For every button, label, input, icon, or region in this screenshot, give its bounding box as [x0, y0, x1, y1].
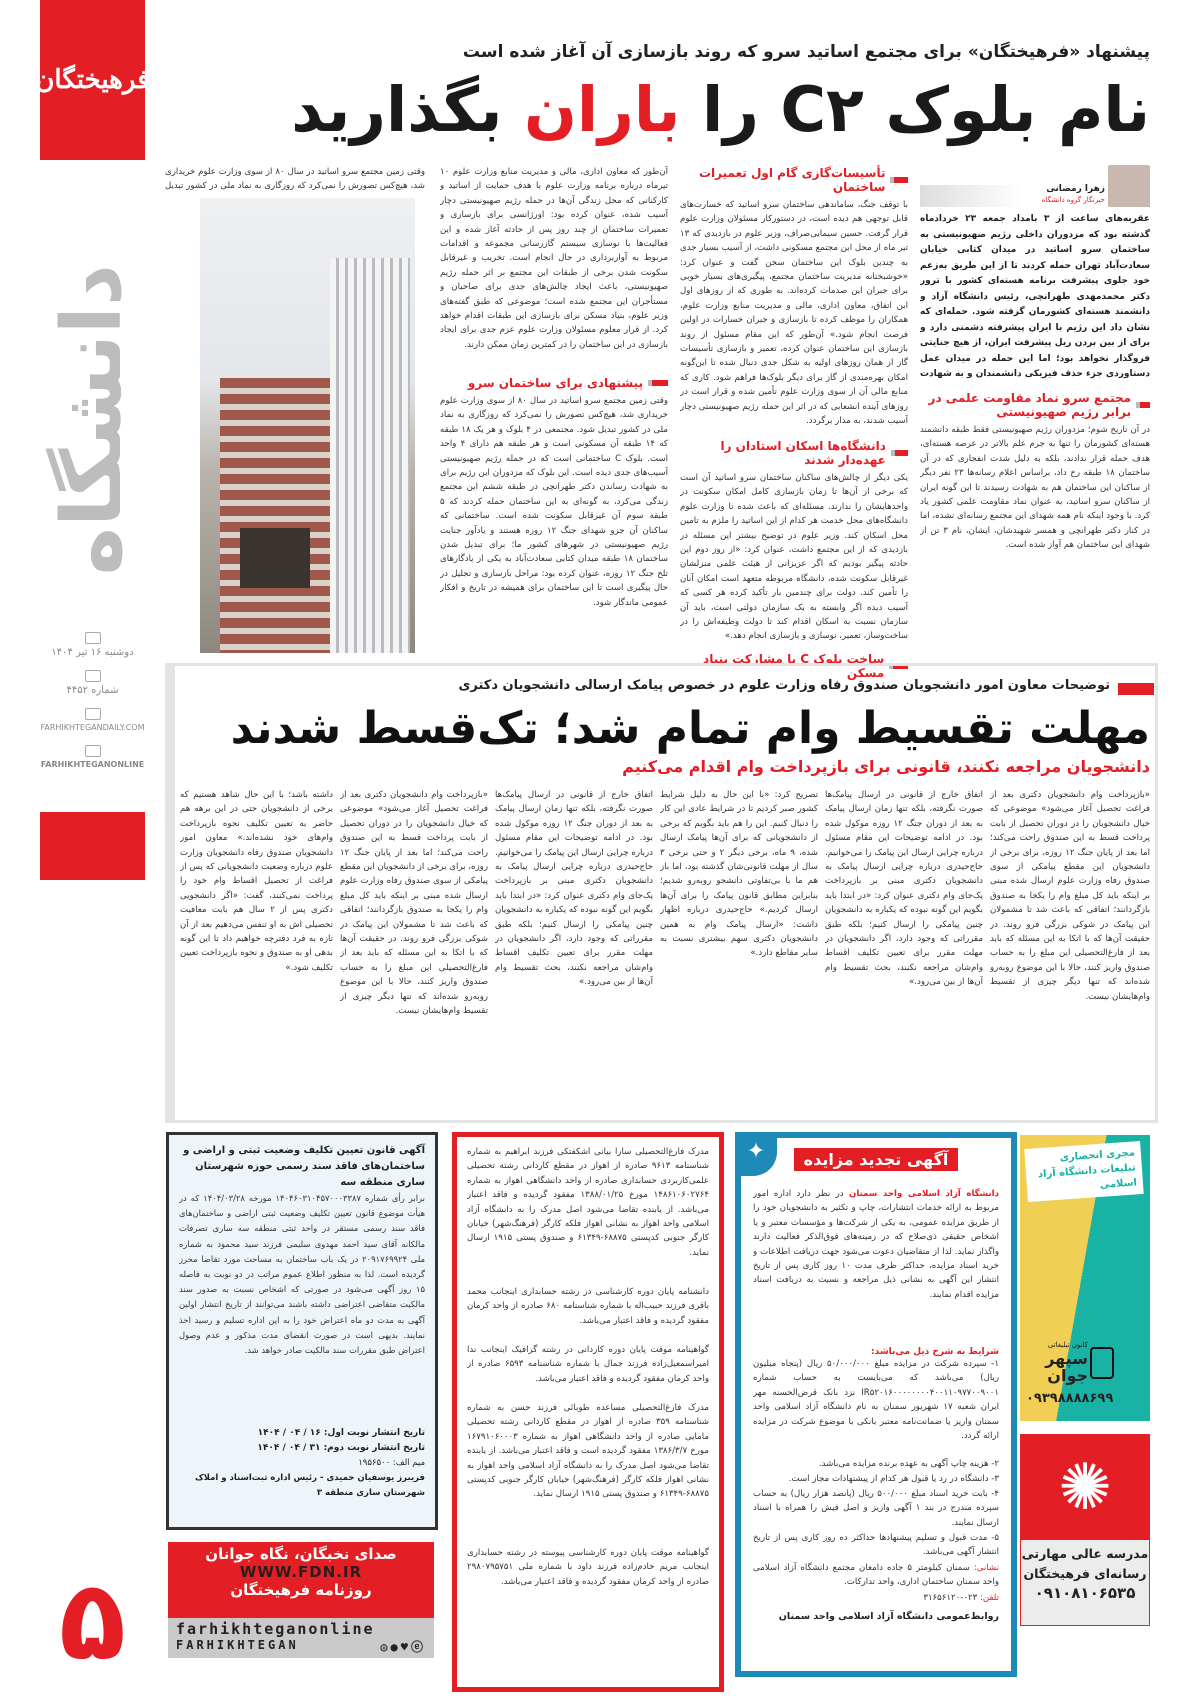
- sepehr-phone: ۰۹۳۹۸۸۸۸۶۹۹: [1026, 1391, 1114, 1406]
- masthead-logo: فرهیختگان: [40, 0, 145, 160]
- school-ad: [1020, 1434, 1150, 1626]
- article1-col4: وقتی زمین مجتمع سرو اساتید در سال ۸۰ از سوی وزارت علوم خریداری شد، هیچ‌کس تصورش را نمی‌کرد که روزگاری به نماد ملی در کشور تبدیل: [165, 167, 425, 192]
- article2-col: تصریح کرد: «با این حال به دلیل شرایط کشور صبر کردیم تا در شرایط عادی این کار را دنبال کنیم. این را هم باید بگویم که برخی از دانشجویانی که برای آن‌ها پیامک ارسال شده، ۹ ماه، برخی دیگر ۲ و حتی برخی ۳ سال از مهلت قانونی‌شان گذشته بود، اما باز هم ما با بی‌تفاوتی دانشجو روبه‌رو شدیم؛ بنابراین مطابق قانون پیامک را برای آن‌ها ارسال کردیم.» حاج‌حیدری درباره اظهار داشت: «ارسال پیامک وام به همین دانشجویان دکتری سهم بیشتری نسبت به سایر مقاطع دارد.»: [660, 790, 818, 959]
- article2-col: اتفاق خارج از قانونی در ارسال پیامک‌ها صورت نگرفته، بلکه تنها زمان ارسال پیامک به بعد از دوران جنگ ۱۲ روزه موکول شده بود. در ادامه توضیحات این مقام مسئول درباره چرایی ارسال این پیامک را می‌خوانیم. حاج‌حیدری درباره چرایی ارسال پیامک به دانشجویان دکتری مبنی بر بازپرداخت یک‌جای وام دکتری عنوان کرد: «در ابتدا باید بگویم این گونه نبوده که یکباره به دانشجویان چنین پیامکی را ارسال کنیم؛ بلکه طبق مقرراتی که وجود دارد، اگر دانشجویان در مهلت مقرر برای تعیین تکلیف اقساط وام‌شان مراجعه نکنند، بحث تقسیط وام آن‌ها از بین می‌رود.»: [495, 790, 653, 988]
- article2-title: مهلت تقسیط وام تمام شد؛ تک‌قسط شدند: [230, 703, 1150, 754]
- kicker-marker: [1118, 683, 1154, 695]
- auction-org: دانشگاه آزاد اسلامی واحد سمنان: [848, 1189, 999, 1199]
- auction-title: آگهی تجدید مزایده: [794, 1148, 959, 1171]
- auction-footer: روابط‌عمومی دانشگاه آزاد اسلامی واحد سمنان: [778, 1611, 999, 1622]
- notice-signature: فریبرز یوسفیان حمیدی - رئیس اداره ثبت‌اسناد و املاک شهرستان ساری منطقه ۳: [194, 1473, 425, 1498]
- lost-doc-notice: گواهینامه موقت پایان دوره کاردانی در رشته گرافیک اینجانب ندا امیراسمعیل‌زاده فرزند جمال با شماره شناسنامه ۶۵۹۳ صادره از واحد کرمان مفقود گردیده و فاقد اعتبار می‌باشد.: [467, 1345, 709, 1384]
- promo-social: [168, 1618, 434, 1658]
- section-heading: ساخت بلوک C با مشارکت بنیاد مسکن: [680, 652, 908, 680]
- article1-col3: [440, 165, 668, 655]
- lost-doc-notice: گواهینامه موقت پایان دوره کارشناسی پیوسته در رشته حسابداری اینجانب مریم خادم‌زاده فرزند داود با شماره ملی ۲۹۸۰۷۹۵۷۵۱ صادره از واحد کرمان مفقود گردیده و فاقد اعتبار می‌باشد.: [467, 1548, 709, 1587]
- article2-col: داشته باشد؛ با این حال شاهد هستیم که برخی از دانشجویان حتی در این برهه هم حاضر به تعیین تکلیف نحوه بازپرداخت وام‌های خود نشده‌اند.» معاون امور دانشجویان صندوق رفاه دانشجویان وزارت علوم درباره وضعیت دانشجویانی که پس از فراغت از تحصیل اقساط وام خود را پرداخت نمی‌کنند، گفت: «اگر دانشجویی دکتری پس از ۲ سال هم بابت معافیت تحصیلی اش به او تنفس می‌دهیم بعد از آن تازه به فرد دفترچه خواهیم داد تا این گونه بدهی او به صندوق و نحوه بازپرداخت تعیین تکلیف شود.»: [180, 790, 333, 973]
- school-phone: ۰۹۱۰۸۱۰۶۵۳۵: [1034, 1584, 1136, 1602]
- section-name: دانشگاه: [45, 264, 140, 576]
- blast-damage: [240, 528, 310, 588]
- article1-kicker: پیشنهاد «فرهیختگان» برای مجتمع اساتید سرو که روند بازسازی آن آغاز شده است: [462, 42, 1150, 62]
- date-info: دوشنبه ۱۶ تیر ۱۴۰۴: [40, 632, 145, 658]
- social-network-icon: [85, 745, 101, 757]
- school-name: مدرسه عالی مهارتی رسانه‌ای فرهیختگان: [1021, 1546, 1149, 1581]
- website-info[interactable]: FARHIKHTEGANDAILY.COM: [40, 708, 145, 732]
- red-bar: [40, 812, 145, 880]
- condition-item: ۱- سپرده شرکت در مزایده مبلغ ۵۰/۰۰۰/۰۰۰ ریال (پنجاه میلیون ریال) می‌باشد که می‌بایست به حساب شماره IR۵۲۰۱۶۰۰۰۰۰۰۰۰۴۰۰۱۱۰۹۷۷۰۰۹۰۰۱ نزد بانک قرض‌الحسنه مهر ایران شعبه ۱۷ شهریور سمنان به نام دانشگاه آزاد اسلامی واحد سمنان واریز یا ضمانت‌نامه معتبر بانکی با موضوع شرکت در مزایده ارائه گردد.: [753, 1359, 999, 1442]
- legal-notice-ad: [166, 1132, 438, 1530]
- lost-doc-notice: دانشنامه پایان دوره کارشناسی در رشته حسابداری اینجانب محمد باقری فرزند حبیب‌اله با شماره شناسنامه ۶۸۰ صادره از واحد کرمان مفقود گردیده و فاقد اعتبار می‌باشد.: [467, 1287, 709, 1326]
- section-text: وقتی زمین مجتمع سرو اساتید در سال ۸۰ از سوی وزارت علوم خریداری شد، هیچ‌کس تصورش را نمی‌کرد که روزگاری به نماد ملی در کشور تبدیل شود. مجتمعی در ۴ بلوک و هر یک ۱۸ طبقه که ۱۴ طبقه آن مسکونی است و هر طبقه هم دارای ۴ واحد است. بلوک C ساختمانی است که در حمله رژیم صهیونیستی آسیب‌های جدی دیده است. این بلوک که مزدوران این رژیم برای به شهادت رساندن دکتر طهرانچی در طبقه ششم این مجتمع زندگی می‌کرد، به گونه‌ای به این ساختمان حمله کردند که ۵ طبقه سوم آن غیرقابل سکونت شده است. ساختمانی که ساکنان آن جزو شهدای جنگ ۱۲ روزه هستند و یادآور جنایت رژیم صهیونیستی در شهرهای کشور ما؛ برای تبدیل شدن ساختمان ۱۸ طبقه میدان کتابی سعادت‌آباد به یکی از یادگارهای تلخ جنگ ۱۲ روزه، عنوان کرده بود: مراحل بازسازی و تجلیل در حال پیگیری است تا این ساختمان برای همیشه در تاریخ و افکار عمومی ماندگار شود.: [440, 396, 668, 608]
- section-text: با توقف جنگ، ساماندهی ساختمان سرو اساتید که خسارت‌های قابل توجهی هم دیده است، در دستورکار مسئولان وزارت علوم قرار گرفت. حسین سیمایی‌صراف، وزیر علوم در بازدیدی که ۱۳ تیر ماه از محل این مجتمع مسکونی داشت، از آسیب بسیار جدی به چندین بلوک این ساختمان سخن گفت و عنوان کرد: «خوشبختانه مدیریت ساختمان مجتمع، پیگیری‌های بسیار خوبی برای جبران این صدمات کرده‌اند. به طوری که از روزهای اول این اتفاق، معاون اداری، مالی و مدیریت منابع وزارت علوم، همکاران را موظف کرده تا بازسازی و جبران خسارات در اولین فرصت انجام شود.» آن‌طور که این مقام مسئول از روند بازسازی این ساختمان عنوان کرده، تعمیر و بازسازی تأسیسات گاز از همان روزهای اولیه به شکل جدی دنبال شده تا این‌گونه امکان بهره‌مندی از گاز برای دیگر بلوک‌ها فراهم شود. کاری که منابع مالی آن از سوی وزارت علوم تأمین شده و قرار است در روزهای آینده انشعابی که در اثر این حمله رژیم صهیونیستی دچار آسیب شدند، به مدار برگردد.: [680, 200, 908, 427]
- social-icons[interactable]: ◎●♥ⓔ: [380, 1640, 426, 1654]
- promo-slogan: صدای نخبگان، نگاه جوانان: [205, 1545, 397, 1563]
- condition-item: ۳- دانشگاه در رد یا قبول هر کدام از پیشنهادات مجاز است.: [788, 1474, 999, 1484]
- phone-label: تلفن:: [979, 1593, 999, 1603]
- lost-documents-ad: [452, 1132, 724, 1692]
- condition-item: ۵- مدت قبول و تسلیم پیشنهادها حداکثر ده روز کاری پس از تاریخ انتشار آگهی می‌باشد.: [753, 1533, 999, 1558]
- sepehr-small: کانون تبلیغاتی: [1047, 1341, 1088, 1349]
- article2-subtitle: دانشجویان مراجعه نکنند، قانونی برای بازپرداخت وام اقدام می‌کنیم: [622, 757, 1150, 776]
- section-heading: تأسیسات‌گازی گام اول تعمیرات ساختمان: [680, 166, 908, 194]
- article1-col1: [920, 385, 1150, 655]
- article1-col2: [680, 160, 908, 680]
- section-text: یکی دیگر از چالش‌های ساکنان ساختمان سرو اساتید آن است که برخی از آن‌ها تا زمان بازسازی کامل امکان سکونت در واحدهایشان را ندارند. مسئله‌ای که باعث شده تا وزارت علوم دانشگاه‌های محل خدمت هر کدام از این اساتید را ملزم به تامین محل اسکان کند. وزیر علوم در توضیح بیشتر این مسئله در بازدیدی که از این مجتمع داشت، عنوان کرد: «از روز دوم این حادثه پیگیر بودیم که اگر عزیزانی از هیئت علمی منزلشان غیرقابل سکونت شده، دانشگاه مربوطه متعهد است امکان آنان را تأمین کند. دولت برای چندمین بار تأکید کرده هر کسی که آسیب دیده اگر وابسته به یک سازمان دولتی است، باید آن سازمان نسبت به اسکان اقدام کند تا دولت وظیفه‌اش را در ساخت‌وساز، تعمیر، نوسازی و بازسازی انجام دهد.»: [680, 473, 908, 642]
- social-info[interactable]: FARHIKHTEGANONLINE: [40, 745, 145, 769]
- building-photo: [200, 198, 415, 653]
- author-role: خبرنگار گروه دانشگاه: [1041, 196, 1105, 204]
- section-heading: پیشنهادی برای ساختمان سرو: [440, 376, 668, 390]
- conditions-title: شرایط به شرح ذیل می‌باشد:: [871, 1347, 999, 1357]
- auction-address: سمنان کیلومتر ۵ جاده دامغان مجتمع دانشگاه آزاد اسلامی واحد سمنان ساختمان اداری، واحد تدارکات.: [753, 1563, 999, 1588]
- star-logo-icon: ✺: [1021, 1435, 1149, 1540]
- section-heading: دانشگاه‌ها اسکان استادان را عهده‌دار شدند: [680, 439, 908, 467]
- promo-brand: FARHIKHTEGAN: [176, 1638, 299, 1652]
- sepehr-ribbon: مجری انحصاری تبلیغات دانشگاه آزاد اسلامی: [1024, 1141, 1143, 1202]
- section-text: در آن تاریخ شوم؛ مزدوران رژیم صهیونیستی فقط طبقه دانشمند هسته‌ای کشورمان را تنها به جرم علم بالاتر در عرصه هسته‌ای، هدف حمله قرار ندادند، بلکه به دلیل شدت انفجاری که در آن ساختمان ۱۸ طبقه رخ داد، براساس اعلام رسانه‌ها ۲۳ نفر دیگر از ساکنان این ساختمان هم به شهادت رسیدند تا این گونه ایران از ساکنان سرو اساتید، به عنوان نماد مقاومت علمی کشور یاد کرد. با وجود اینکه نام همه شهدای این مجتمع رسانه‌ای نشده، اما در کنار دکتر طهرانچی و همسر شهیدشان، ایشان، نام ۳ تن از شهدای این ساختمان هم آواز شده است.: [920, 425, 1150, 551]
- promo-name: روزنامه فرهیختگان: [230, 1581, 372, 1599]
- condition-item: ۴- بابت خرید اسناد مبلغ ۵۰۰/۰۰۰ ریال (پانصد هزار ریال) به حساب سپرده مندرج در بند ۱ آگهی واریز و اصل فیش را همراه با اسناد ارسال نمایند.: [753, 1489, 999, 1528]
- page-number: ۵: [58, 1556, 127, 1684]
- author-name: زهرا رمضانی: [1046, 184, 1105, 194]
- address-label: نشانی:: [973, 1563, 999, 1573]
- condition-item: ۲- هزینه چاپ آگهی به عهده برنده مزایده می‌باشد.: [818, 1459, 999, 1469]
- legal-notice-body: برابر رأی شماره ۱۴۰۴۶۰۳۱۰۴۵۷۰۰۰۳۳۸۷ مورخه ۱۴۰۴/۰۳/۲۸ که در هیأت موضوع قانون تعیین تکلیف وضعیت ثبتی اراضی و ساختمان‌های فاقد سند رسمی مستقر در واحد ثبتی منطقه سه ساری تصرفات مالکانه آقای سید احمد مهدوی سلیمی فرزند سید محمود به شماره ملی ۲۰۹۱۷۶۹۹۲۴ در یک باب ساختمان به مساحت مورد تقاضا محرز گردیده است. لذا به منظور اطلاع عموم مراتب در دو نوبت به فاصله ۱۵ روز آگهی می‌شود در صورتی که اشخاص نسبت به صدور سند مالکیت متقاضی اعتراضی داشته باشند می‌توانند از تاریخ انتشار اولین آگهی به مدت دو ماه اعتراض خود را به این اداره تسلیم و رسید اخذ نمایند. بدیهی است در صورت انقضای مدت مذکور و عدم وصول اعتراض طبق مقررات سند مالکیت صادر خواهد شد.: [179, 1193, 425, 1356]
- sepehr-name: سپهر جوان: [1045, 1349, 1088, 1385]
- article1-title: نام بلوک C۲ را باران بگذارید: [291, 73, 1150, 146]
- auction-intro: در نظر دارد اداره امور مربوط به ارائه خدمات انتشارات، چاپ و تکثیر به دانشجویان خود را از طریق مزایده عمومی، به یکی از شرکت‌ها و مؤسسات معتبر و یا اشخاص حقیقی ذی‌صلاح که در زمینه‌های فوق‌الذکر فعالیت دارند واگذار نماید. لذا از متقاضیان دعوت می‌شود جهت دریافت اطلاعات و خرید اسناد مزایده، حداکثر ظرف مدت ۱۰ روز کاری پس از تاریخ انتشار این آگهی به نشانی ذیل مراجعه و نسبت به دریافت اسناد مزایده اقدام نمایند.: [753, 1189, 999, 1300]
- section-heading: مجتمع سرو نماد مقاومت علمی در برابر رژیم صهیونیستی: [920, 391, 1150, 419]
- newspaper-icon: [85, 670, 101, 682]
- promo-ad: [168, 1542, 434, 1618]
- issue-info: شماره ۴۴۵۲: [40, 670, 145, 696]
- auction-ad: [735, 1132, 1017, 1677]
- article2-col: «بازپرداخت وام دانشجویان دکتری بعد از فراغت تحصیل آغاز می‌شود» موضوعی که خیال دانشجویان را در دوران تحصیل از بابت پرداخت قسط به این صندوق راحت می‌کند؛ اما بعد از پایان جنگ ۱۲ روزه، برای برخی از دانشجویان این مقطع پیامکی از سوی صندوق رفاه وزارت علوم ارسال شده مبنی بر اینکه باید کل مبلغ وام را یکجا به صندوق بازگردانند؛ اتفاقی که باعث شد تا مشمولان این پیامک در شوکی بزرگی فرو روند. در حقیقت آن‌ها که با اتکا به این مسئله که باید بعد از فارغ‌التحصیلی این مبلغ را به حساب صندوق واریز کنند، حالا با این موضوع روبه‌رو شده‌اند که تنها دیگر چیزی از تقسیط وام‌هایشان نیست.: [990, 790, 1150, 1002]
- lost-doc-notice: مدرک فارغ‌التحصیلی سارا بیانی اشکفتکی فرزند ابراهیم به شماره شناسنامه ۹۶۱۳ صادره از اهواز در مقطع کاردانی رشته تحصیلی علمی‌کاربردی حسابداری صادره از واحد دانشگاهی اهواز به شماره ۱۴۸۶۱۰۶۰۲۷۶۴ مورخ ۱۳۸۸/۰۱/۲۵ مفقود گردیده و فاقد اعتبار می‌باشد. از یابنده تقاضا می‌شود اصل مدرک را به دانشگاه آزاد اسلامی واحد اهواز به نشانی اهواز فلکه کارگر (فرهنگ‌شهر) خیابان کارگر جنوبی کدپستی ۶۸۸۷۵-۶۱۳۴۹ و صندوق پستی ۱۹۱۵ ارسال نماید.: [467, 1147, 709, 1258]
- leaf-phone-icon: [1090, 1347, 1114, 1379]
- legal-notice-title: آگهی قانون تعیین تکلیف وضعیت ثبتی و اراضی و ساختمان‌های فاقد سند رسمی حوزه شهرستان ساری منطقه سه: [183, 1145, 425, 1188]
- second-pub-date: تاریخ انتشار نوبت دوم: ۳۱ / ۰۴ / ۱۴۰۴: [257, 1443, 425, 1453]
- auction-phone: ۰۲۳-۳۱۶۵۶۱۲۰: [923, 1593, 978, 1603]
- university-logo-icon: ✦: [735, 1132, 777, 1176]
- lost-doc-notice: مدرک فارغ‌التحصیلی مساعده طوبائی فرزند حسن به شماره شناسنامه ۳۵۹ صادره از اهواز در مقطع کاردانی رشته تحصیلی مامایی صادره از واحد دانشگاهی اهواز به شماره ۱۶۷۹۱۰۶۰۰۰۳ مورخ ۱۳۸۶/۳/۷ مفقود گردیده است و فاقد اعتبار می‌باشد. از یابنده تقاضا می‌شود اصل مدرک را به دانشگاه آزاد اسلامی واحد اهواز به نشانی اهواز فلکه کارگر (فرهنگ‌شهر) خیابان کارگر جنوبی کدپستی ۶۸۸۷۵-۶۱۳۴۹ و صندوق پستی ۱۹۱۵ ارسال نماید.: [467, 1403, 709, 1500]
- promo-handle[interactable]: farhikhteganonline: [176, 1620, 375, 1638]
- article2-kicker: توضیحات معاون امور دانشجویان صندوق رفاه وزارت علوم در خصوص پیامک ارسالی دانشجویان دکتری: [458, 678, 1110, 693]
- promo-url[interactable]: WWW.FDN.IR: [239, 1563, 363, 1581]
- tower: [330, 258, 410, 653]
- section-text: آن‌طور که معاون اداری، مالی و مدیریت منابع وزارت علوم ۱۰ تیرماه درباره برنامه وزارت علوم با هدف حمایت از اساتید و کارکنانی که محل زندگی آن‌ها در حمله رژیم صهیونیستی دچار آسیب شده، عنوان کرده بود: اورژانسی برای بازسازی و تعمیرات ساختمان از چند روز پس از حادثه آغاز شده و این فعالیت‌ها با نوسازی سیستم گازرسانی مجموعه و اقدامات مربوط به آواربرداری در حال انجام است. تخریب و غیرقابل سکونت شدن برخی از طبقات این مجتمع بر اثر حمله رژیم صهیونیستی، باعث ایجاد چالش‌های جدی برای صاحبان و مستأجران این مجتمع شده است؛ موضوعی که طبق گفته‌های وزیر علوم، بنیاد مسکن برای بازسازی این طبقات اقدام خواهد کرد. از قرار معلوم مسئولان وزارت علوم عزم جدی برای ایجاد بازسازی در این ساختمان را در کمترین زمان ممکن دارند.: [440, 167, 668, 350]
- article2-col: اتفاق خارج از قانونی در ارسال پیامک‌ها صورت نگرفته، بلکه تنها زمان ارسال پیامک به بعد از دوران جنگ ۱۲ روزه موکول شده بود. در ادامه توضیحات این مقام مسئول درباره چرایی ارسال این پیامک را می‌خوانیم. حاج‌حیدری درباره چرایی ارسال پیامک به دانشجویان دکتری مبنی بر بازپرداخت یک‌جای وام دکتری عنوان کرد: «در ابتدا باید بگویم این گونه نبوده که یکباره به دانشجویان چنین پیامکی را ارسال کنیم؛ بلکه طبق مقرراتی که وجود دارد، اگر دانشجویان در مهلت مقرر برای تعیین تکلیف اقساط وام‌شان مراجعه نکنند، بحث تقسیط وام آن‌ها از بین می‌رود.»: [825, 790, 983, 988]
- author-photo: [1108, 165, 1150, 207]
- sepehr-ad: [1020, 1135, 1150, 1421]
- article1-lead: عقربه‌های ساعت از ۳ بامداد جمعه ۲۳ خردادماه گذشته بود که مزدوران داخلی رژیم صهیونیستی به ساختمان سرو اساتید در میدان کتابی خیابان سعادت‌آباد تهران حمله کردند تا از این طریق به‌زعم خود جلوی پیشرفت برنامه هسته‌ای کشور با ترور دکتر محمدمهدی طهرانچی، رئیس دانشگاه آزاد و دانشمند هسته‌ای کشورمان گرفته شود. حمله‌ای که نشان داد این رژیم با ایران پیشرفته دشمنی دارد و برای از بین بردن ریل پیشرفت ایران، از هیچ جنایتی فروگذار نخواهد بود؛ اما این حمله در میدان عمل دستاوردی جزء حذف فیزیکی دانشمندان و به شهادت: [920, 214, 1150, 379]
- notice-code: میم الف: ۱۹۵۶۵۰۰: [358, 1458, 425, 1468]
- calendar-icon: [85, 632, 101, 644]
- article2-col: «بازپرداخت وام دانشجویان دکتری بعد از فراغت تحصیل آغاز می‌شود» موضوعی که خیال دانشجویان را در دوران تحصیل از بابت پرداخت قسط به این صندوق راحت می‌کند؛ اما بعد از پایان جنگ ۱۲ روزه، برای برخی از دانشجویان این مقطع پیامکی از سوی صندوق رفاه وزارت علوم ارسال شده مبنی بر اینکه باید کل مبلغ وام را یکجا به صندوق بازگردانند؛ اتفاقی که باعث شد تا مشمولان این پیامک در شوکی بزرگی فرو روند. در حقیقت آن‌ها که با اتکا به این مسئله که باید بعد از فارغ‌التحصیلی این مبلغ را به حساب صندوق واریز کنند، حالا با این موضوع روبه‌رو شده‌اند که تنها دیگر چیزی از تقسیط وام‌هایشان نیست.: [340, 790, 488, 1017]
- browser-icon: [85, 708, 101, 720]
- first-pub-date: تاریخ انتشار نوبت اول: ۱۶ / ۰۴ / ۱۴۰۴: [257, 1428, 425, 1438]
- damaged-building: [220, 378, 330, 653]
